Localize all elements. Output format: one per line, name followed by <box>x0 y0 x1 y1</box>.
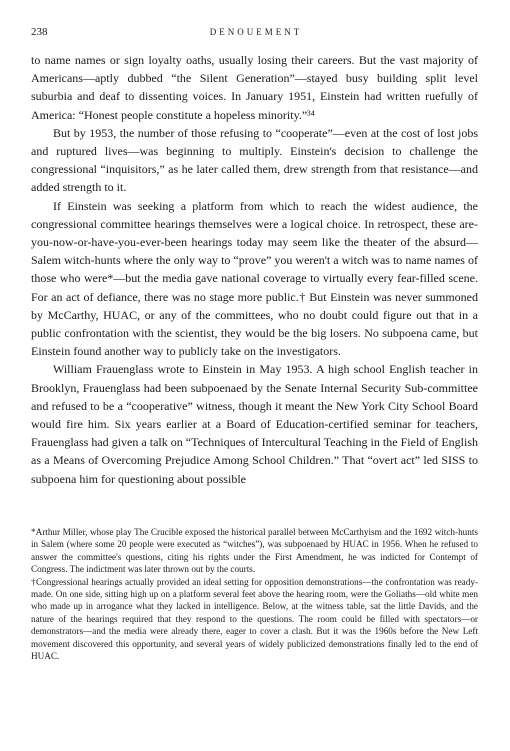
body-text <box>31 51 478 488</box>
footnotes <box>31 520 478 662</box>
paragraph: William Frauenglass wrote to Einstein in May 1953. A high school English teacher in Brooklyn, Frauenglass had been subpoenaed by the Senate Internal Security Sub-committee and refused to be a “cooperative” witness, though it meant the New York City School Board would fire him. Six years earlier at a Board of Education-certified seminar for teachers, Frauenglass had given a talk on “Techniques of Intercultural Teaching in the Field of English as a Means of Overcoming Prejudice Among School Children.” That “overt act” led SISS to subpoena him for questioning about possible <box>31 362 478 486</box>
footnote: †Congressional hearings actually provided an ideal setting for opposition demonstrations—the confrontation was ready-made. On one side, sitting high up on a platform several feet above the hearing room, were the Goliaths—old white men who made up in arrogance what they lacked in intelligence. Below, at the witness table, sat the little Davids, and the nature of the hearings required that they respond to the questions. The room could be filled with spectators—or demonstrators—and the media were already there, eager to cover a clash. But it was the 1960s before the New Left movement discovered this opportunity, and several years of widely publicized demonstrations finally led to the end of HUAC. <box>31 576 478 662</box>
page-header <box>31 24 481 40</box>
running-head: DENOUEMENT <box>209 27 303 37</box>
paragraph-continuation: to name names or sign loyalty oaths, usually losing their careers. But the vast majority of Americans—aptly dubbed “the Silent Generation”—stayed busy building split level suburbia and deaf to dissenting voices. In January 1951, Einstein had written ruefully of America: “Honest people constitute a hopeless minority.”³⁴ <box>31 53 478 122</box>
page-number: 238 <box>31 26 48 38</box>
paragraph: But by 1953, the number of those refusing to “cooperate”—even at the cost of lost jobs and ruptured lives—was beginning to multiply. Einstein's decision to challenge the congressional “inquisitors,” as he later called them, drew strength from that resistance—and added strength to it. <box>31 125 478 195</box>
footnote: *Arthur Miller, whose play The Crucible exposed the historical parallel between McCarthyism and the 1692 witch-hunts in Salem (where some 20 people were executed as “witches”), was subpoenaed by HUAC in 1956. When he refused to answer the committee's questions, citing his rights under the First Amendment, he was indicted for Contempt of Congress. The indictment was later thrown out by the courts. <box>31 527 478 575</box>
paragraph: If Einstein was seeking a platform from which to reach the widest audience, the congressional committee hearings themselves were a logical choice. In retrospect, these are-you-now-or-have-you-ever-been hearings today may seem like the theater of the absurd—Salem witch-hunts where the only way to “prove” you weren't a witch was to name names of those who were*—but the media gave national coverage to virtually every fear-filled scene. For an act of defiance, there was no stage more public.† But Einstein was never summoned by McCarthy, HUAC, or any of the committees, who no doubt could figure out that in a public confrontation with the scientist, they would be the big losers. No subpoena came, but Einstein found another way to publicly take on the investigators. <box>31 198 478 359</box>
